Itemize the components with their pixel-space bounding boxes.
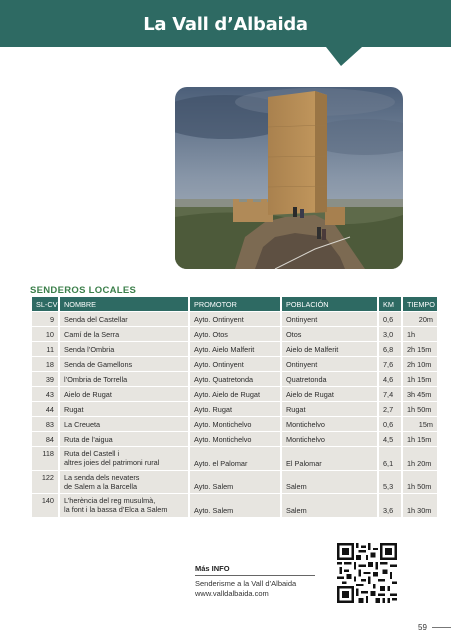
cell-name: Camí de la Serra xyxy=(60,327,188,341)
table-row xyxy=(32,417,437,431)
cell-name-line: La senda dels nevaters xyxy=(64,472,140,482)
cell-sl: 84 xyxy=(32,432,58,446)
cell-name: l’Ombria de Torrella xyxy=(60,372,188,386)
cell-town: Montichelvo xyxy=(282,417,377,431)
table-row xyxy=(32,387,437,401)
cell-sl: 118 xyxy=(32,447,58,470)
cell-promoter: Ayto. Ontinyent xyxy=(190,312,280,326)
cell-name-line: L’herència del reg musulmà, xyxy=(64,496,156,506)
cell-km: 0,6 xyxy=(379,312,401,326)
cell-km: 5,3 xyxy=(379,471,401,494)
cell-town: Ontinyent xyxy=(282,312,377,326)
cell-town: Otos xyxy=(282,327,377,341)
tower-photo xyxy=(175,87,403,269)
cell-km: 2,7 xyxy=(379,402,401,416)
cell-time: 2h 15m xyxy=(403,342,437,356)
cell-sl: 122 xyxy=(32,471,58,494)
trails-table xyxy=(30,296,439,518)
cell-promoter: Ayto. Salem xyxy=(190,494,280,517)
cell-km: 3,0 xyxy=(379,327,401,341)
cell-sl: 83 xyxy=(32,417,58,431)
page-number-rule xyxy=(432,627,451,628)
cell-time: 1h 20m xyxy=(403,447,437,470)
cell-name-line: Ruta del Castell i xyxy=(64,449,120,459)
cell-time: 1h 50m xyxy=(403,471,437,494)
table-row xyxy=(32,372,437,386)
section-title: SENDEROS LOCALES xyxy=(30,285,137,296)
cell-name xyxy=(60,494,188,517)
more-info-website-link[interactable]: www.valldalbaida.com xyxy=(195,589,269,598)
cell-name xyxy=(60,471,188,494)
table-row xyxy=(32,357,437,371)
cell-name: La Creueta xyxy=(60,417,188,431)
cell-town: Aielo de Malferit xyxy=(282,342,377,356)
cell-time: 1h 15m xyxy=(403,432,437,446)
table-row xyxy=(32,471,437,494)
cell-name xyxy=(60,447,188,470)
cell-time: 1h 30m xyxy=(403,494,437,517)
table-row xyxy=(32,312,437,326)
page-number: 59 xyxy=(418,623,427,632)
cell-name-line: de Salem a la Barcella xyxy=(64,481,138,491)
cell-sl: 9 xyxy=(32,312,58,326)
cell-town: Aielo de Rugat xyxy=(282,387,377,401)
cell-km: 0,6 xyxy=(379,417,401,431)
banner-shape xyxy=(0,0,451,72)
cell-sl: 140 xyxy=(32,494,58,517)
cell-time: 1h xyxy=(403,327,437,341)
table-row xyxy=(32,432,437,446)
cell-promoter: Ayto. Montichelvo xyxy=(190,432,280,446)
table-row xyxy=(32,494,437,517)
cell-name: Senda del Castellar xyxy=(60,312,188,326)
header-km: KM xyxy=(379,297,401,311)
cell-promoter: Ayto. Quatretonda xyxy=(190,372,280,386)
header-time: TIEMPO xyxy=(403,297,437,311)
page-title: La Vall d’Albaida xyxy=(143,14,308,35)
cell-time: 15m xyxy=(403,417,437,431)
cell-km: 3,6 xyxy=(379,494,401,517)
cell-sl: 10 xyxy=(32,327,58,341)
cell-km: 4,6 xyxy=(379,372,401,386)
cell-promoter: Ayto. Aielo de Rugat xyxy=(190,387,280,401)
cell-sl: 44 xyxy=(32,402,58,416)
cell-name-line: altres joies del patrimoni rural xyxy=(64,458,160,468)
header-sl: SL-CV xyxy=(32,297,58,311)
cell-promoter: Ayto. el Palomar xyxy=(190,447,280,470)
table-row xyxy=(32,402,437,416)
table-row xyxy=(32,327,437,341)
cell-name: Ruta de l’aigua xyxy=(60,432,188,446)
table-row xyxy=(32,342,437,356)
cell-sl: 11 xyxy=(32,342,58,356)
cell-promoter: Ayto. Rugat xyxy=(190,402,280,416)
cell-time: 20m xyxy=(403,312,437,326)
cell-name: Senda de Gamellons xyxy=(60,357,188,371)
table-header-row xyxy=(32,297,437,311)
cell-time: 1h 50m xyxy=(403,402,437,416)
cell-km: 7,4 xyxy=(379,387,401,401)
cell-promoter: Ayto. Salem xyxy=(190,471,280,494)
cell-promoter: Ayto. Montichelvo xyxy=(190,417,280,431)
cell-km: 7,6 xyxy=(379,357,401,371)
cell-sl: 43 xyxy=(32,387,58,401)
cell-town: Rugat xyxy=(282,402,377,416)
cell-town: Montichelvo xyxy=(282,432,377,446)
cell-town: Ontinyent xyxy=(282,357,377,371)
cell-promoter: Ayto. Otos xyxy=(190,327,280,341)
cell-promoter: Ayto. Aielo Malferit xyxy=(190,342,280,356)
header-town: POBLACIÓN xyxy=(282,297,377,311)
cell-time: 2h 10m xyxy=(403,357,437,371)
qr-code-icon[interactable] xyxy=(337,543,397,603)
cell-time: 1h 15m xyxy=(403,372,437,386)
cell-km: 6,8 xyxy=(379,342,401,356)
cell-name-line: la font i la bassa d’Elca a Salem xyxy=(64,505,168,515)
more-info-description: Senderisme a la Vall d’Albaida xyxy=(195,579,297,588)
header-promoter: PROMOTOR xyxy=(190,297,280,311)
more-info-block xyxy=(195,564,315,599)
cell-km: 4,5 xyxy=(379,432,401,446)
cell-sl: 39 xyxy=(32,372,58,386)
table-row xyxy=(32,447,437,470)
cell-name: Aielo de Rugat xyxy=(60,387,188,401)
cell-sl: 18 xyxy=(32,357,58,371)
cell-km: 6,1 xyxy=(379,447,401,470)
cell-name: Rugat xyxy=(60,402,188,416)
cell-time: 3h 45m xyxy=(403,387,437,401)
cell-name: Senda l’Ombria xyxy=(60,342,188,356)
cell-town: El Palomar xyxy=(282,447,377,470)
cell-promoter: Ayto. Ontinyent xyxy=(190,357,280,371)
more-info-title: Más INFO xyxy=(195,564,315,576)
cell-town: Salem xyxy=(282,494,377,517)
cell-town: Quatretonda xyxy=(282,372,377,386)
header-name: NOMBRE xyxy=(60,297,188,311)
cell-town: Salem xyxy=(282,471,377,494)
title-banner xyxy=(0,0,451,50)
